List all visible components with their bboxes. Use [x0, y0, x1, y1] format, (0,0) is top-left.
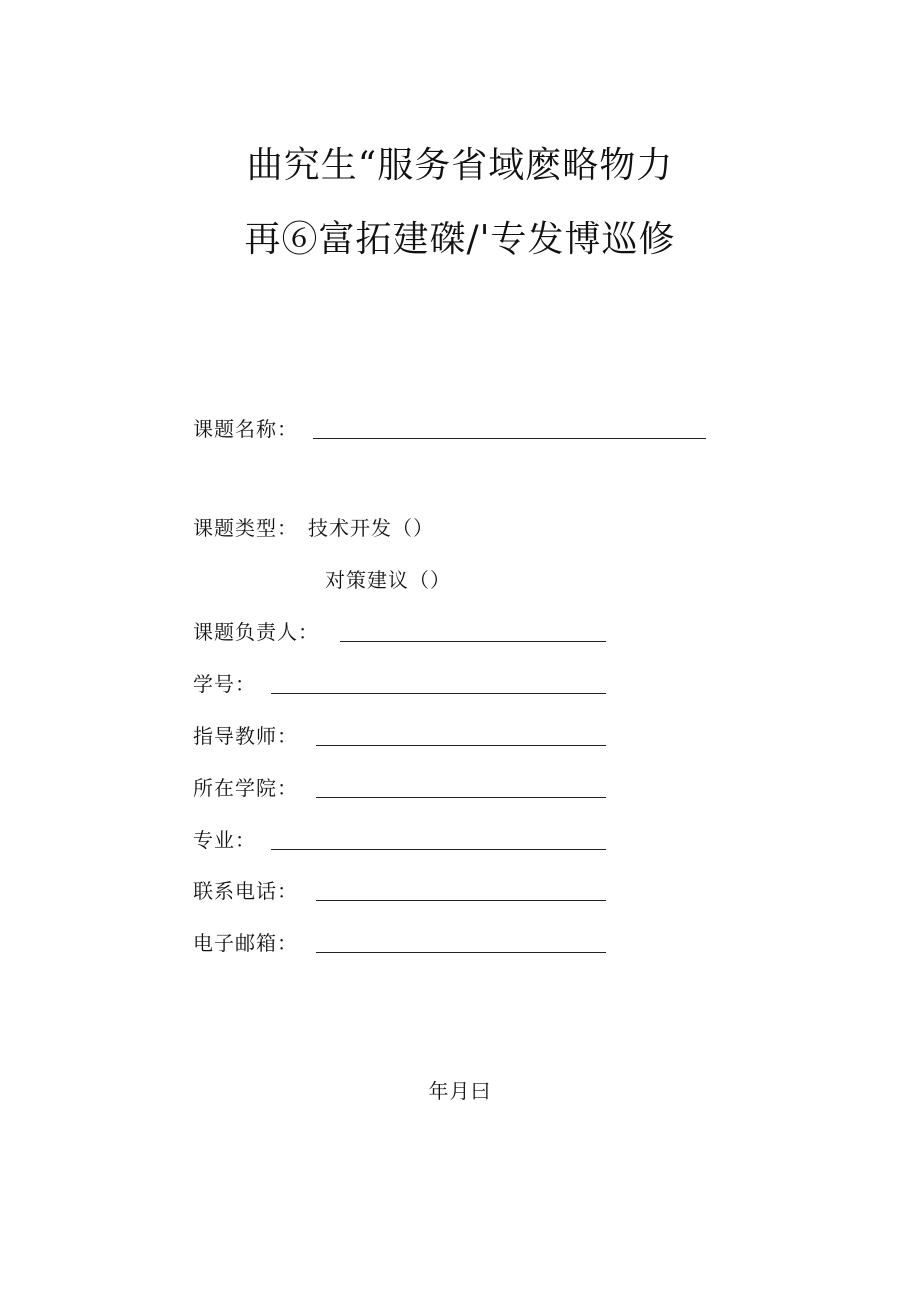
advisor-field[interactable] — [316, 745, 606, 746]
document-title-line-2: 再⑥富拓建磔/'专发博巡修 — [244, 219, 676, 260]
major-label: 专业： — [193, 828, 256, 852]
phone-field[interactable] — [316, 900, 606, 901]
advisor-row — [193, 723, 613, 749]
leader-field[interactable] — [340, 641, 606, 642]
topic-type-row — [193, 515, 493, 541]
email-row — [193, 930, 613, 956]
date-line: 年月曰 — [428, 1079, 492, 1103]
phone-label: 联系电话： — [193, 879, 298, 903]
student-id-field[interactable] — [271, 693, 606, 694]
topic-type-option-policy[interactable]: 对策建议（） — [325, 568, 451, 592]
leader-row — [193, 619, 613, 645]
topic-name-label: 课题名称： — [193, 417, 298, 441]
college-field[interactable] — [316, 797, 606, 798]
leader-label: 课题负责人： — [193, 620, 319, 644]
student-id-row — [193, 671, 613, 697]
email-label: 电子邮箱： — [193, 931, 298, 955]
major-row — [193, 827, 613, 853]
topic-type-option-tech-dev[interactable]: 技术开发（） — [308, 516, 434, 540]
email-field[interactable] — [316, 952, 606, 953]
major-field[interactable] — [271, 849, 606, 850]
topic-name-field[interactable] — [313, 438, 706, 439]
topic-type-label: 课题类型： — [193, 516, 298, 540]
student-id-label: 学号： — [193, 672, 256, 696]
college-row — [193, 775, 613, 801]
college-label: 所在学院： — [193, 776, 298, 800]
topic-type-row-2 — [325, 567, 525, 593]
phone-row — [193, 878, 613, 904]
advisor-label: 指导教师： — [193, 724, 298, 748]
document-title-line-1: 曲究生“服务省域麽略物力 — [246, 145, 674, 186]
topic-name-row — [193, 416, 713, 442]
